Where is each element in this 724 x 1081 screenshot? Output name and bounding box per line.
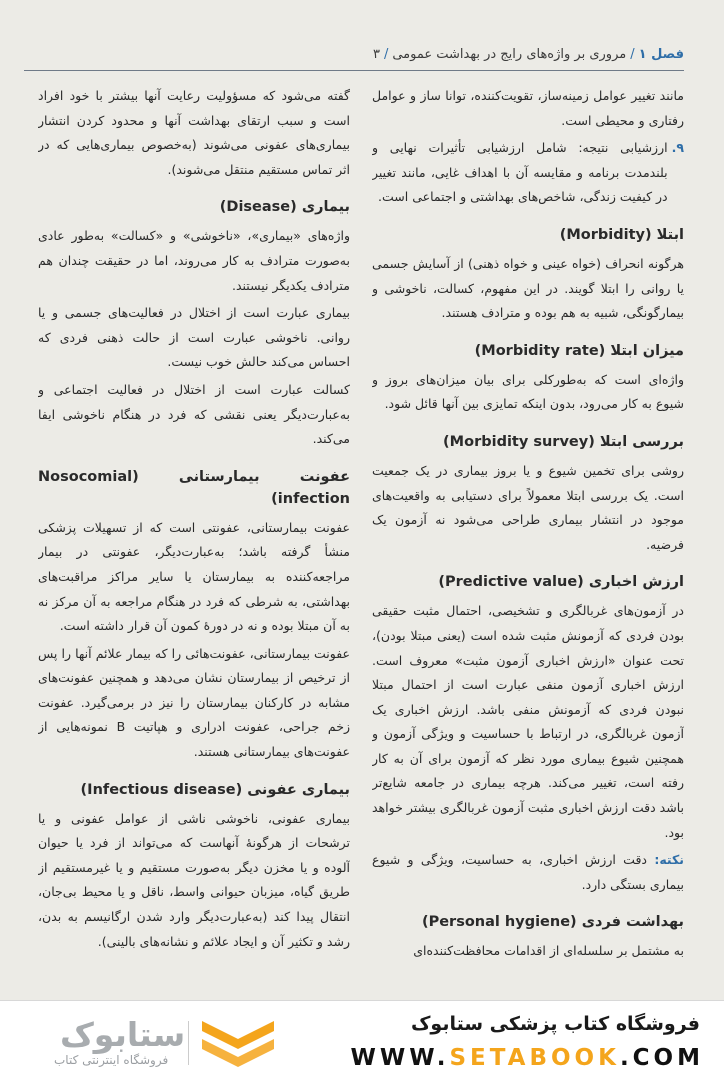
store-name: فروشگاه کتاب پزشکی ستابوک <box>410 1013 700 1035</box>
heading-personal-hygiene: بهداشت فردی (Personal hygiene) <box>421 914 684 931</box>
paragraph-disease-3: کسالت عبارت است از اختلال در فعالیت اجتماعی و به‌عبارت‌دیگر یعنی نقشی که فرد در هنگام ناخوشی ایفا می‌کند. <box>38 381 350 447</box>
right-column <box>372 84 684 1000</box>
note-paragraph <box>372 848 684 897</box>
logo-subtitle: فروشگاه اینترنتی کتاب <box>54 1053 169 1067</box>
heading-disease: بیماری (Disease) <box>219 199 350 216</box>
header-separator: / <box>630 46 635 62</box>
note-label: نکته: <box>654 852 684 868</box>
paragraph-personal-hygiene: به مشتمل بر سلسله‌ای از اقدامات محافظت‌کننده‌ای <box>413 943 684 959</box>
paragraph-disease-2: بیماری عبارت است از اختلال در فعالیت‌های جسمی و یا روانی. ناخوشی عبارت است از حالت ذهنی فردی که احساس می‌کند حالش خوب نیست. <box>38 305 350 370</box>
heading-morbidity-survey: بررسی ابتلا (Morbidity survey) <box>443 433 684 450</box>
paragraph-morbidity-rate: واژه‌ای است که به‌طورکلی برای بیان میزان‌های بروز و شیوع به کار می‌رود، بدون اینکه تمایزی بین آنها قائل شود. <box>372 371 684 412</box>
logo-wordmark: ستابوک <box>60 1015 186 1054</box>
heading-morbidity: ابتلا (Morbidity) <box>559 226 684 243</box>
url-tld: .COM <box>619 1045 704 1071</box>
text-columns <box>38 84 684 1000</box>
paragraph-morbidity-survey: روشی برای تخمین شیوع و یا بروز بیماری در یک جمعیت است. یک بررسی ابتلا معمولاً برای دستیابی به واقعیت‌های موجود در انتشار بیماری طراحی می‌شود نه آزمون یک فرضیه. <box>372 462 684 552</box>
paragraph-nosocomial-2: عفونت بیمارستانی، عفونت‌هائی را که بیمار علائم آنها را پس از ترخیص از بیمارستان نشان می‌دهد و همچنین عفونت‌های مشابه در کارکنان بیمارستان را نیز در برمی‌گیرد. عفونت زخم جراحی، عفونت ادراری و هپاتیت B نمونه‌هایی از عفونت‌های بیمارستانی هستند. <box>38 645 350 760</box>
chapter-title: مروری بر واژه‌های رایج در بهداشت عمومی <box>392 46 627 62</box>
running-header <box>24 38 684 71</box>
paragraph-predictive-value: در آزمون‌های غربالگری و تشخیصی، احتمال مثبت حقیقی بودن فردی که آزمونش مثبت شده است (یعنی مبتلا بودن)، تحت عنوان «ارزش اخباری آزمون مثبت» معروف است. ارزش اخباری آزمون منفی عبارت است از احتمال مبتلا نبودن فردی که آزمونش منفی باشد. ارزش اخباری یک آزمون غربالگری، در ارتباط با حساسیت و ویژگی آزمون و همچنین شیوع بیماری مورد نظر که آزمون برای آن به کار رفته است، تغییر می‌کند. هرچه بیماری در جامعه شایع‌تر باشد دقت ارزش اخباری مثبت آزمون غربالگری بیشتر خواهد بود. <box>372 603 684 840</box>
chapter-label: فصل ۱ <box>638 46 684 62</box>
list-item-text: ارزشیابی نتیجه: شامل ارزشیابی تأثیرات نهایی و بلندمدت برنامه و مقایسه آن با اهداف غایی، مانند تغییر در کیفیت زندگی، شاخص‌های بهداشتی و اجتماعی است. <box>372 140 668 205</box>
list-item-number: ۹. <box>671 140 684 156</box>
paragraph-morbidity: هرگونه انحراف (خواه عینی و خواه ذهنی) از آسایش جسمی یا روانی را ابتلا گویند. در این مفهوم، کسالت، ناخوشی و بیمارگونگی، شبیه به هم بوده و مترادف هستند. <box>372 255 684 321</box>
url-www: WWW. <box>350 1045 450 1071</box>
list-item-9 <box>372 136 684 210</box>
store-url-link[interactable] <box>351 1045 705 1071</box>
left-column <box>38 84 350 1000</box>
store-logo[interactable] <box>20 1011 290 1073</box>
heading-infectious: بیماری عفونی (Infectious disease) <box>80 781 350 798</box>
page-number: ۳ <box>372 46 380 62</box>
paragraph-nosocomial-1: عفونت بیمارستانی، عفونتی است که از تسهیلات پزشکی منشأ گرفته باشد؛ به‌عبارت‌دیگر، عفونتی در بیمار مراجعه‌کننده به بیمارستان یا سایر مراکز مراقبت‌های بهداشتی، به شرطی که فرد در هنگام مراجعه به آن مرکز نه به آن مبتلا بوده و نه در دورهٔ کمون آن قرار داشته است. <box>38 519 350 634</box>
heading-morbidity-rate: میزان ابتلا (Morbidity rate) <box>474 342 684 359</box>
note-text: دقت ارزش اخباری، به حساسیت، ویژگی و شیوع بیماری بستگی دارد. <box>372 852 684 892</box>
paragraph-disease-1: واژه‌های «بیماری»، «ناخوشی» و «کسالت» به‌طور عادی به‌صورت مترادف به کار می‌روند، اما در حقیقت چندان هم مترادف یکدیگر نیستند. <box>38 228 350 293</box>
heading-predictive-value: ارزش اخباری (Predictive value) <box>438 574 684 591</box>
store-footer-banner <box>0 1000 724 1081</box>
book-chevron-icon <box>198 1015 278 1071</box>
intro-paragraph-left: گفته می‌شود که مسؤولیت رعایت آنها بیشتر با خود افراد است و سبب ارتقای بهداشت آنها و محدود کردن انتشار بیماری‌های عفونی می‌شوند (به‌خصوص بیماری‌هایی که در اثر تماس مستقیم منتقل می‌شوند). <box>38 88 350 177</box>
intro-paragraph: مانند تغییر عوامل زمینه‌ساز، تقویت‌کننده، توانا ساز و عوامل رفتاری و محیطی است. <box>372 88 684 128</box>
url-brand: SETABOOK <box>449 1045 620 1071</box>
heading-nosocomial: عفونت بیمارستانی (Nosocomial infection) <box>38 468 350 507</box>
logo-divider <box>188 1021 189 1065</box>
paragraph-infectious: بیماری عفونی، ناخوشی ناشی از عوامل عفونی و یا ترشحات از هرگونهٔ آنهاست که می‌تواند از فرد یا حیوان آلوده و یا مخزن دیگر به‌صورت مستقیم و یا غیرمستقیم از طریق گیاه، میزبان حیوانی واسط، ناقل و یا محیط بی‌جان، انتقال پیدا کند (به‌عبارت‌دیگر وارد شدن ارگانیسم به بدن، رشد و تکثیر آن و ایجاد علائم و نشانه‌های بالینی). <box>38 810 350 949</box>
header-separator-2: / <box>383 46 389 62</box>
